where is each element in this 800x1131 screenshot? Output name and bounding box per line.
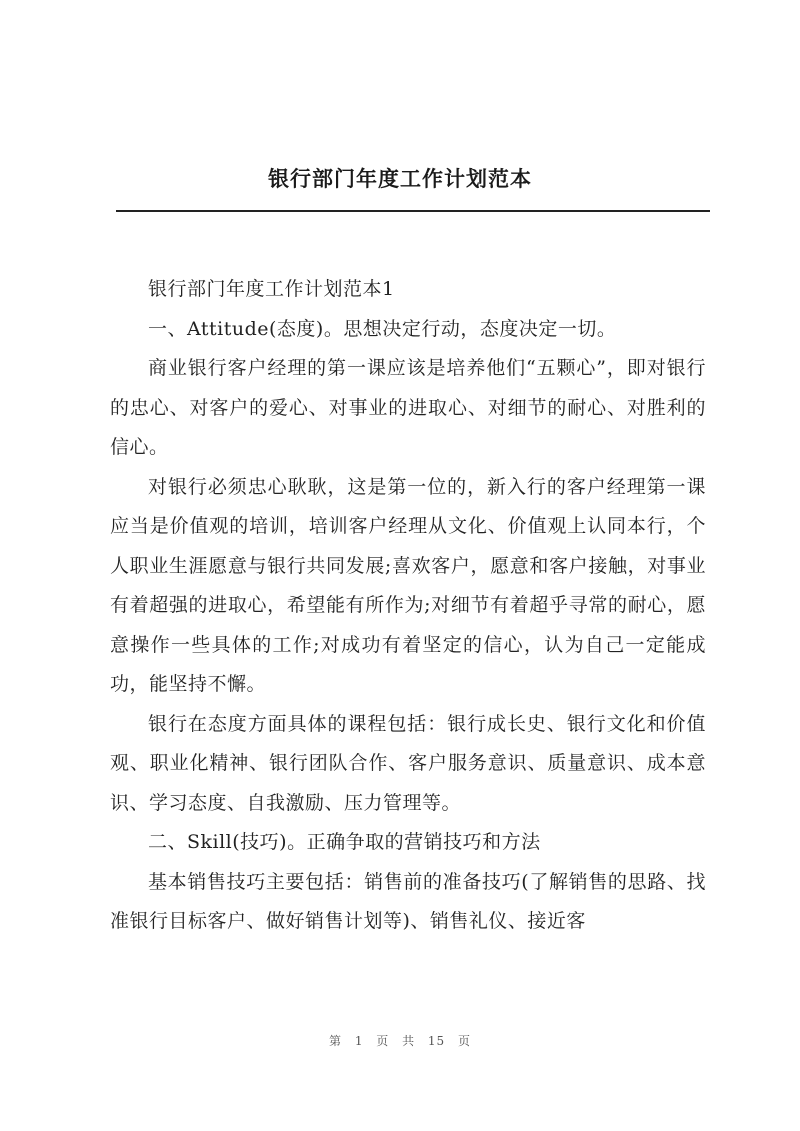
paragraph: 银行在态度方面具体的课程包括：银行成长史、银行文化和价值观、职业化精神、银行团队合作、客户服务意识、质量意识、成本意识、学习态度、自我激励、压力管理等。	[110, 712, 706, 814]
paragraph: 二、Skill(技巧)。正确争取的营销技巧和方法	[148, 831, 541, 853]
paragraph: 对银行必须忠心耿耿，这是第一位的，新入行的客户经理第一课应当是价值观的培训，培训客户经理从文化、价值观上认同本行，个人职业生涯愿意与银行共同发展;喜欢客户，愿意和客户接触，对事业有着超强的进取心，希望能有所作为;对细节有着超乎寻常的耐心，愿意操作一些具体的工作;对成功有着坚定的信心，认为自己一定能成功，能坚持不懈。	[110, 475, 706, 695]
paragraph-heading: 银行部门年度工作计划范本1	[148, 278, 395, 300]
paragraph: 商业银行客户经理的第一课应该是培养他们“五颗心”，即对银行的忠心、对客户的爱心、对事业的进取心、对细节的耐心、对胜利的信心。	[110, 357, 706, 458]
paragraph: 一、Attitude(态度)。思想决定行动，态度决定一切。	[148, 317, 617, 340]
page-number-footer: 第 1 页 共 15 页	[329, 1034, 471, 1048]
document-body	[110, 270, 706, 942]
document-title: 银行部门年度工作计划范本	[268, 166, 532, 191]
paragraph: 基本销售技巧主要包括：销售前的准备技巧(了解销售的思路、找准银行目标客户、做好销售计划等)、销售礼仪、接近客	[110, 870, 706, 932]
title-divider	[116, 210, 710, 212]
